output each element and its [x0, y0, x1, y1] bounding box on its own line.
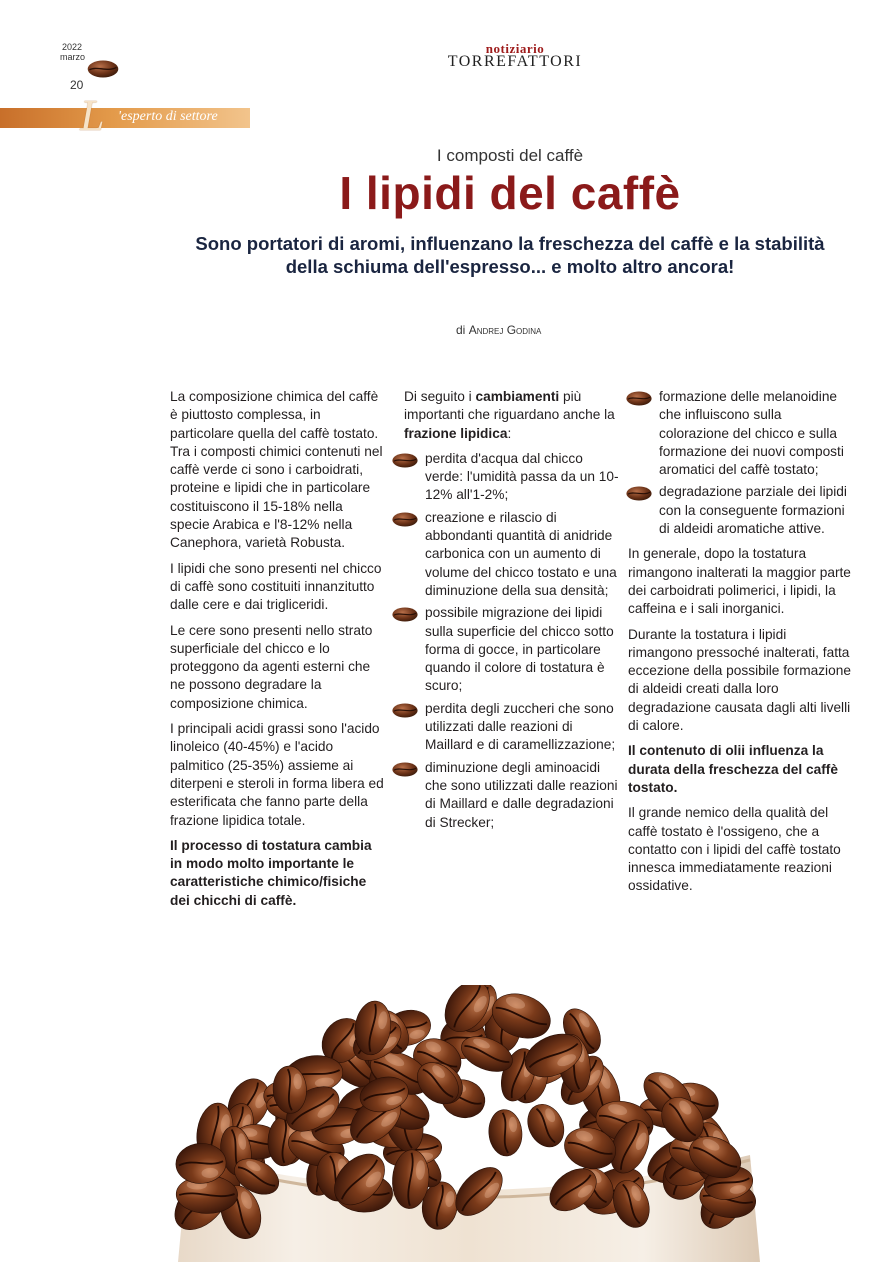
brand-name: TORREFATTORI: [447, 53, 583, 70]
highlight-paragraph: Il processo di tostatura cambia in modo molto importante le caratteristiche chimico/fisiche dei chicchi di caffè.: [170, 837, 372, 908]
coffee-bean-bullet-icon: [391, 606, 419, 623]
coffee-bean-bullet-icon: [391, 511, 419, 528]
byline: [456, 323, 541, 337]
coffee-bean-bullet-icon: [391, 452, 419, 469]
coffee-bean-bullet-icon: [625, 485, 653, 502]
page-number: 20: [70, 78, 84, 92]
list-item: perdita degli zuccheri che sono utilizzati dalle reazioni di Maillard e di caramellizzazione;: [404, 700, 622, 755]
issue-month: marzo: [60, 52, 86, 62]
paragraph: Le cere sono presenti nello strato superficiale del chicco e lo proteggono da agenti esterni che ne possono degradare la composizione chimica.: [170, 622, 373, 711]
list-item: degradazione parziale dei lipidi con la conseguente formazioni di aldeidi aromatiche attive.: [628, 483, 854, 538]
issue-year: 2022: [62, 42, 83, 52]
article-column-1: [170, 388, 386, 917]
paragraph: I lipidi che sono presenti nel chicco di caffè sono costituiti innanzitutto dalle cere e dai trigliceridi.: [170, 560, 382, 613]
list-item: perdita d'acqua dal chicco verde: l'umidità passa da un 10-12% all'1-2%;: [404, 450, 622, 505]
paragraph: Il grande nemico della qualità del caffè tostato è l'ossigeno, che a contatto con i lipidi del caffè tostato innesca immediatamente reazioni ossidative.: [628, 805, 841, 894]
list-item: diminuzione degli aminoacidi che sono utilizzati dalle reazioni di Maillard e dalle degradazioni di Strecker;: [404, 759, 622, 832]
coffee-bean-bullet-icon: [625, 390, 653, 407]
paragraph: La composizione chimica del caffè è piuttosto complessa, in particolare quella del caffè tostato. Tra i composti chimici contenuti nel caffè verde ci sono i carboidrati, proteine e lipidi che in particolare costituiscono il 15-18% nella specie Arabica e l'8-12% nella Canephora, varietà Robusta.: [170, 389, 383, 551]
list-item: creazione e rilascio di abbondanti quantità di anidride carbonica con un aumento di volume del chicco tostato e una diminuzione della sua densità;: [404, 509, 622, 600]
highlight-paragraph: Il contenuto di olii influenza la durata della freschezza del caffè tostato.: [628, 743, 838, 795]
list-item: formazione delle melanoidine che influiscono sulla colorazione del chicco e sulla formazione dei nuovi composti aromatici del caffè tostato;: [628, 388, 854, 479]
author-name: Andrej Godina: [468, 323, 542, 337]
article-title: I lipidi del caffè: [339, 167, 681, 219]
paragraph: In generale, dopo la tostatura rimangono inalterati la maggior parte dei carboidrati polimerici, i lipidi, la caffeina e i sali inorganici.: [628, 546, 851, 617]
section-initial: L: [80, 91, 105, 140]
byline-prefix: di: [456, 323, 466, 337]
intro-paragraph: Di seguito i cambiamenti più importanti che riguardano anche la frazione lipidica:: [404, 389, 615, 441]
coffee-bean-bullet-icon: [391, 761, 419, 778]
article-subtitle: Sono portatori di aromi, influenzano la freschezza del caffè e la stabilità della schiuma dell'espresso... e molto altro ancora!: [195, 233, 825, 277]
coffee-beans-photo: [160, 985, 772, 1262]
paragraph: I principali acidi grassi sono l'acido linoleico (40-45%) e l'acido palmitico (25-35%) assieme ai diterpeni e steroli in forma libera ed esterificata che fanno parte della frazione lipidica totale.: [170, 721, 384, 828]
paragraph: Durante la tostatura i lipidi rimangono pressoché inalterati, fatta eccezione della possibile formazione di aldeidi creati dalla loro degradazione causata dagli alti livelli di calore.: [628, 626, 851, 734]
article-kicker: I composti del caffè: [436, 146, 584, 165]
list-item: possibile migrazione dei lipidi sulla superficie del chicco sotto forma di gocce, in particolare quando il colore di tostatura è scuro;: [404, 604, 622, 695]
brand-kicker: notiziario: [485, 41, 545, 56]
article-column-2: [404, 388, 622, 836]
coffee-bean-bullet-icon: [391, 702, 419, 719]
section-label: 'esperto di settore: [118, 109, 218, 124]
article-column-3: [628, 388, 854, 903]
